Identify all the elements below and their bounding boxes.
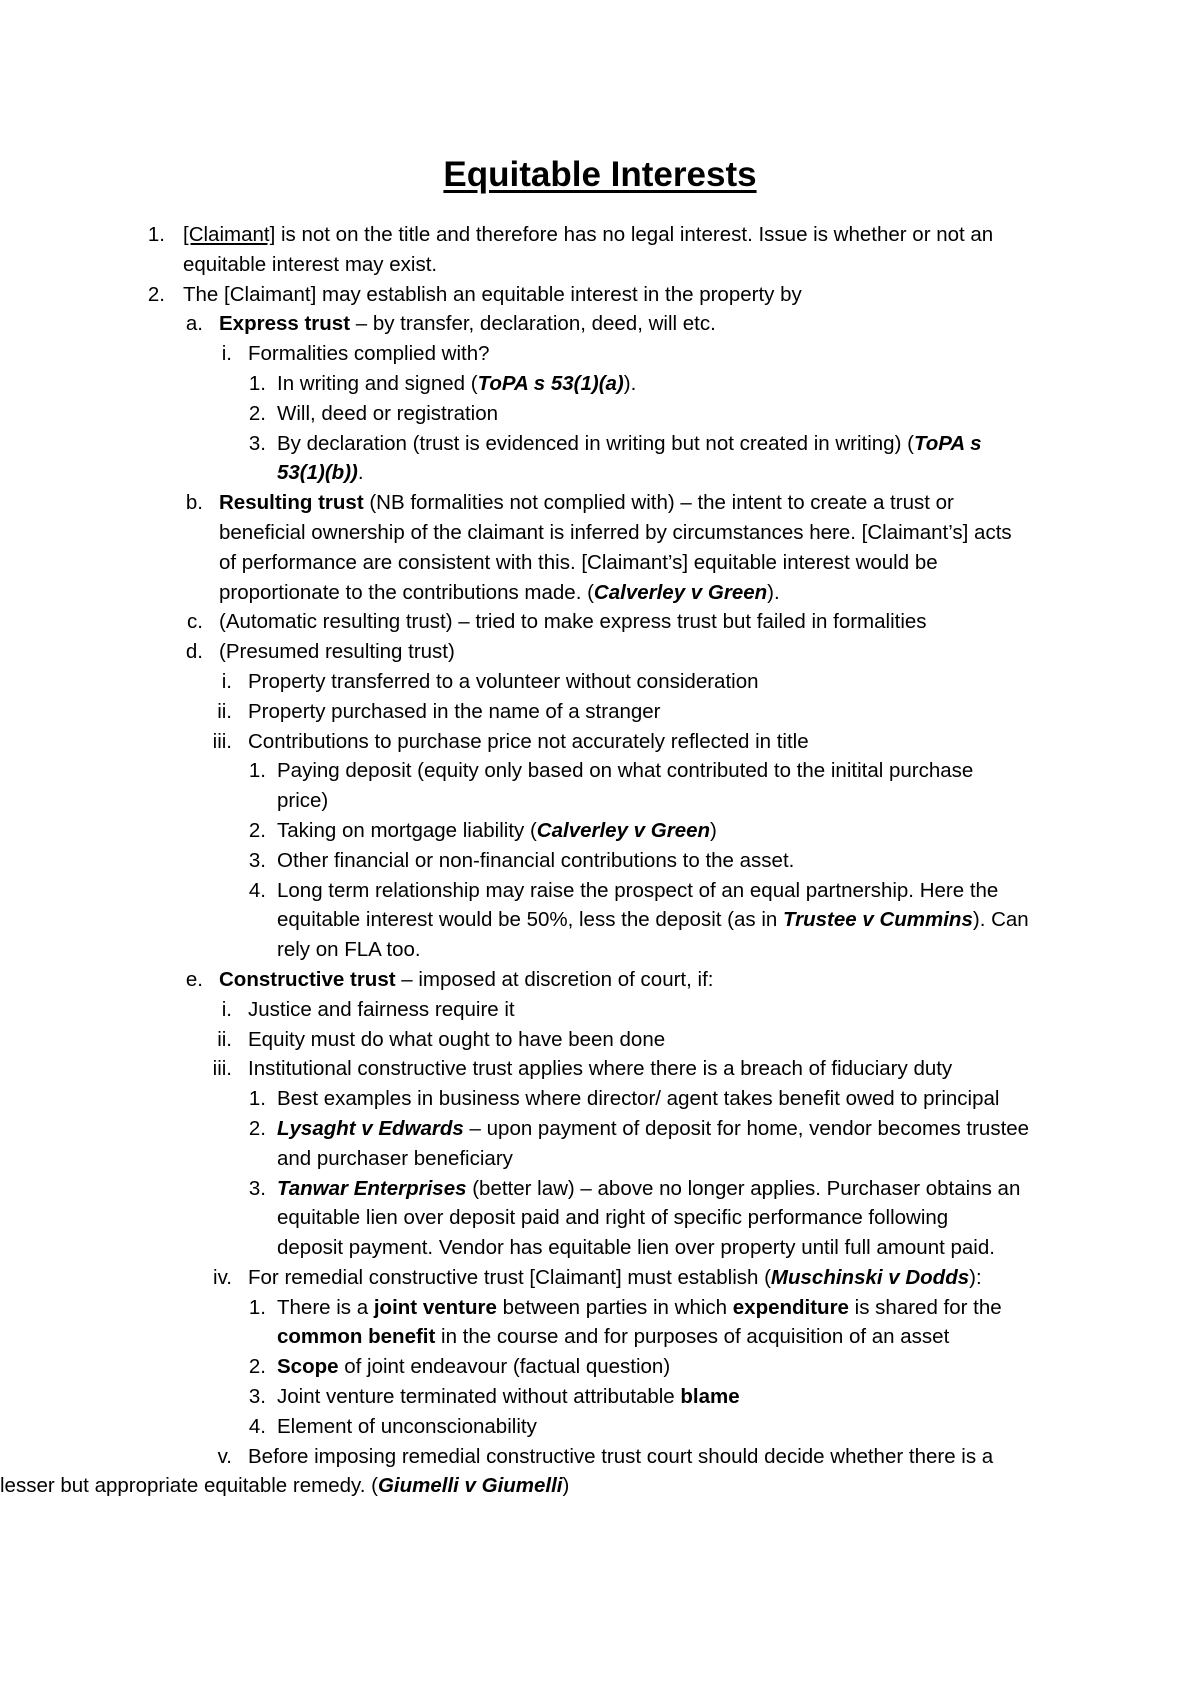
list-item (0, 488, 1200, 518)
text-run: Taking on mortgage liability ( (277, 818, 537, 842)
list-item-text (277, 1147, 513, 1170)
list-item-continuation (0, 458, 1200, 488)
list-item-text (277, 1087, 999, 1110)
list-item (0, 1054, 1200, 1084)
list-marker: 2. (248, 818, 266, 842)
list-item-text (277, 789, 328, 812)
list-item (0, 1114, 1200, 1144)
list-item-text (248, 342, 490, 365)
list-item-text (277, 908, 1029, 931)
list-item (0, 727, 1200, 757)
list-item (0, 756, 1200, 786)
list-item-text (219, 968, 713, 991)
list-marker: iii. (212, 729, 232, 753)
text-run: – by transfer, declaration, deed, will etc. (350, 312, 716, 336)
list-item (0, 846, 1200, 876)
list-item-text (219, 491, 954, 514)
list-item (0, 1025, 1200, 1055)
text-run: Paying deposit (equity only based on what contributed to the initital purchase (277, 759, 974, 783)
text-run: (NB formalities not complied with) – the intent to create a trust or (363, 491, 954, 515)
list-item-text (277, 1296, 1002, 1319)
case-citation: Giumelli v Giumelli (377, 1474, 563, 1498)
text-run: ). (767, 580, 780, 604)
list-item-continuation (0, 1144, 1200, 1174)
list-item (0, 876, 1200, 906)
list-marker: 2. (248, 1355, 266, 1379)
case-citation: Muschinski v Dodds (770, 1265, 970, 1289)
list-item-text (277, 849, 794, 872)
text-run: ) (710, 818, 717, 842)
list-item-text (183, 223, 993, 246)
emphasis-text: common benefit (277, 1325, 436, 1349)
list-marker: iii. (212, 1057, 232, 1081)
list-item-continuation (0, 1471, 1200, 1501)
text-run: equitable interest would be 50%, less the deposit (as in (277, 908, 783, 932)
list-marker: a. (185, 312, 203, 336)
case-citation: Trustee v Cummins (782, 908, 973, 932)
emphasis-text: blame (680, 1385, 740, 1409)
list-item-continuation (0, 935, 1200, 965)
list-item-text (219, 640, 455, 663)
text-run: The [Claimant] may establish an equitable interest in the property by (183, 282, 802, 306)
list-item-text (277, 1117, 1029, 1140)
text-run: lesser but appropriate equitable remedy. ( (0, 1474, 378, 1498)
text-run: ): (969, 1265, 982, 1289)
text-run: (better law) – above no longer applies. Purchaser obtains an (466, 1176, 1021, 1200)
list-marker: 4. (248, 878, 266, 902)
text-run: For remedial constructive trust [Claimant] must establish ( (248, 1265, 771, 1289)
list-marker: 2. (248, 1116, 266, 1140)
emphasis-text: Scope (277, 1355, 339, 1379)
text-run: Before imposing remedial constructive trust court should decide whether there is a (248, 1444, 994, 1468)
list-item-text (219, 581, 780, 604)
page-title: Equitable Interests (443, 155, 757, 194)
list-item (0, 1352, 1200, 1382)
list-marker: 1. (248, 1087, 266, 1111)
list-item-text (219, 610, 927, 633)
case-citation: Tanwar Enterprises (277, 1176, 467, 1200)
list-marker: 3. (248, 1385, 266, 1409)
list-item-text (248, 1057, 952, 1080)
case-citation: ToPA s 53(1)(a) (477, 371, 624, 395)
emphasis-text: [Claimant] (183, 223, 276, 246)
list-item-text (277, 759, 973, 782)
list-item (0, 697, 1200, 727)
list-item-continuation (0, 1233, 1200, 1263)
list-item-continuation (0, 548, 1200, 578)
list-marker: c. (187, 610, 203, 634)
list-marker: d. (185, 640, 203, 664)
case-citation: Lysaght v Edwards (277, 1116, 464, 1140)
emphasis-text: joint venture (373, 1295, 497, 1319)
list-item-continuation (0, 905, 1200, 935)
list-marker: 1. (147, 223, 165, 246)
list-item (0, 965, 1200, 995)
list-item (0, 637, 1200, 667)
list-item-continuation (0, 518, 1200, 548)
list-item-text (248, 670, 759, 693)
list-item-continuation (0, 1322, 1200, 1352)
emphasis-text: Constructive trust (219, 967, 396, 991)
list-item-text (277, 372, 636, 395)
case-citation: 53(1)(b)) (277, 461, 358, 485)
list-item (0, 667, 1200, 697)
text-run: Other financial or non-financial contributions to the asset. (277, 848, 795, 872)
list-item (0, 280, 1200, 310)
text-run: Equity must do what ought to have been done (248, 1027, 666, 1051)
text-run: is not on the title and therefore has no legal interest. Issue is whether or not an (275, 223, 994, 246)
list-marker: 2. (147, 282, 165, 306)
list-marker: b. (185, 491, 203, 515)
text-run: ) (562, 1474, 570, 1498)
text-run: Joint venture terminated without attributable (277, 1385, 681, 1409)
list-item (0, 1174, 1200, 1204)
list-item-text (219, 521, 1012, 544)
text-run: of joint endeavour (factual question) (338, 1355, 671, 1379)
text-run: Property transferred to a volunteer without consideration (248, 669, 759, 693)
text-run: Justice and fairness require it (248, 997, 515, 1021)
list-item-text (277, 1236, 995, 1259)
list-item-text (183, 283, 802, 306)
text-run: ). Can (972, 908, 1029, 932)
list-item-text (219, 312, 716, 335)
list-item (0, 607, 1200, 637)
list-marker: i. (221, 997, 232, 1021)
list-item (0, 339, 1200, 369)
text-run: deposit payment. Vendor has equitable lien over property until full amount paid. (277, 1236, 995, 1260)
list-item-text (277, 879, 998, 902)
list-item-continuation (0, 1203, 1200, 1233)
text-run: (Automatic resulting trust) – tried to make express trust but failed in formalities (219, 610, 927, 634)
list-item (0, 1293, 1200, 1323)
list-item-text (277, 1355, 670, 1378)
text-run: equitable interest may exist. (183, 252, 438, 276)
list-item-text (277, 461, 364, 484)
list-item-text (277, 1325, 949, 1348)
text-run: ). (623, 371, 637, 395)
emphasis-text: Express trust (219, 312, 351, 336)
list-item (0, 1084, 1200, 1114)
text-run: proportionate to the contributions made. ( (219, 580, 594, 604)
text-run: of performance are consistent with this. [Claimant’s] equitable interest would be (219, 550, 938, 574)
case-citation: Calverley v Green (593, 580, 768, 604)
text-run: – imposed at discretion of court, if: (395, 967, 714, 991)
list-marker: ii. (217, 699, 232, 723)
text-run: Property purchased in the name of a stranger (248, 699, 661, 723)
text-run: equitable lien over deposit paid and right of specific performance following (277, 1206, 949, 1230)
text-run: Best examples in business where director/ agent takes benefit owed to principal (277, 1087, 1000, 1111)
list-marker: ii. (217, 1027, 232, 1051)
list-item-continuation (0, 578, 1200, 608)
list-item-text (248, 1266, 982, 1289)
list-item-text (277, 1206, 948, 1229)
list-item (0, 1382, 1200, 1412)
text-run: is shared for the (848, 1295, 1002, 1319)
list-item (0, 1263, 1200, 1293)
text-run: In writing and signed ( (277, 371, 478, 395)
case-citation: Calverley v Green (536, 818, 711, 842)
list-item-text (219, 551, 938, 574)
list-item (0, 220, 1200, 250)
list-marker: 1. (248, 371, 266, 395)
list-item (0, 1442, 1200, 1472)
list-item-text (277, 402, 498, 425)
list-item-text (248, 1028, 665, 1051)
list-marker: iv. (213, 1265, 232, 1289)
list-marker: 3. (248, 431, 266, 455)
list-item-text (277, 1385, 740, 1408)
list-item-text (277, 1415, 537, 1438)
emphasis-text: expenditure (732, 1295, 849, 1319)
list-item-text (277, 938, 421, 961)
list-item (0, 369, 1200, 399)
text-run: Formalities complied with? (248, 342, 490, 366)
list-item (0, 309, 1200, 339)
text-run: Long term relationship may raise the prospect of an equal partnership. Here the (277, 878, 999, 902)
text-run: By declaration (trust is evidenced in writing but not created in writing) ( (277, 431, 914, 455)
emphasis-text: Resulting trust (219, 491, 364, 515)
list-marker: 3. (248, 848, 266, 872)
text-run: price) (277, 789, 329, 813)
text-run: Will, deed or registration (277, 401, 499, 425)
list-marker: 2. (248, 401, 266, 425)
list-marker: i. (221, 669, 232, 693)
list-item-text (0, 1474, 569, 1497)
list-item (0, 399, 1200, 429)
text-run: Institutional constructive trust applies where there is a breach of fiduciary duty (248, 1057, 953, 1081)
list-item-text (277, 819, 717, 842)
text-run: between parties in which (496, 1295, 733, 1319)
list-item-text (248, 998, 515, 1021)
text-run: Contributions to purchase price not accurately reflected in title (248, 729, 809, 753)
list-item-text (277, 432, 982, 455)
list-marker: e. (185, 967, 203, 991)
list-marker: 4. (248, 1414, 266, 1438)
text-run: in the course and for purposes of acquisition of an asset (435, 1325, 950, 1349)
text-run: (Presumed resulting trust) (219, 640, 455, 664)
list-item (0, 1412, 1200, 1442)
list-item (0, 816, 1200, 846)
list-item-text (183, 253, 437, 276)
list-item (0, 995, 1200, 1025)
case-citation: ToPA s (913, 431, 982, 455)
list-marker: 1. (248, 759, 266, 783)
list-marker: v. (217, 1444, 232, 1468)
text-run: . (357, 461, 364, 485)
list-item-continuation (0, 250, 1200, 280)
text-run: There is a (277, 1295, 374, 1319)
list-item-continuation (0, 786, 1200, 816)
outline-list (0, 220, 1200, 1501)
list-marker: 3. (248, 1176, 266, 1200)
list-marker: 1. (248, 1295, 266, 1319)
text-run: and purchaser beneficiary (277, 1146, 513, 1170)
list-item (0, 429, 1200, 459)
text-run: rely on FLA too. (277, 938, 421, 962)
list-marker: i. (221, 342, 232, 366)
list-item-text (248, 1445, 993, 1468)
list-item-text (277, 1177, 1020, 1200)
list-item-text (248, 730, 809, 753)
text-run: Element of unconscionability (277, 1414, 537, 1438)
text-run: beneficial ownership of the claimant is inferred by circumstances here. [Claimant’s] acts (219, 520, 1012, 544)
list-item-text (248, 700, 661, 723)
text-run: – upon payment of deposit for home, vendor becomes trustee (463, 1116, 1030, 1140)
